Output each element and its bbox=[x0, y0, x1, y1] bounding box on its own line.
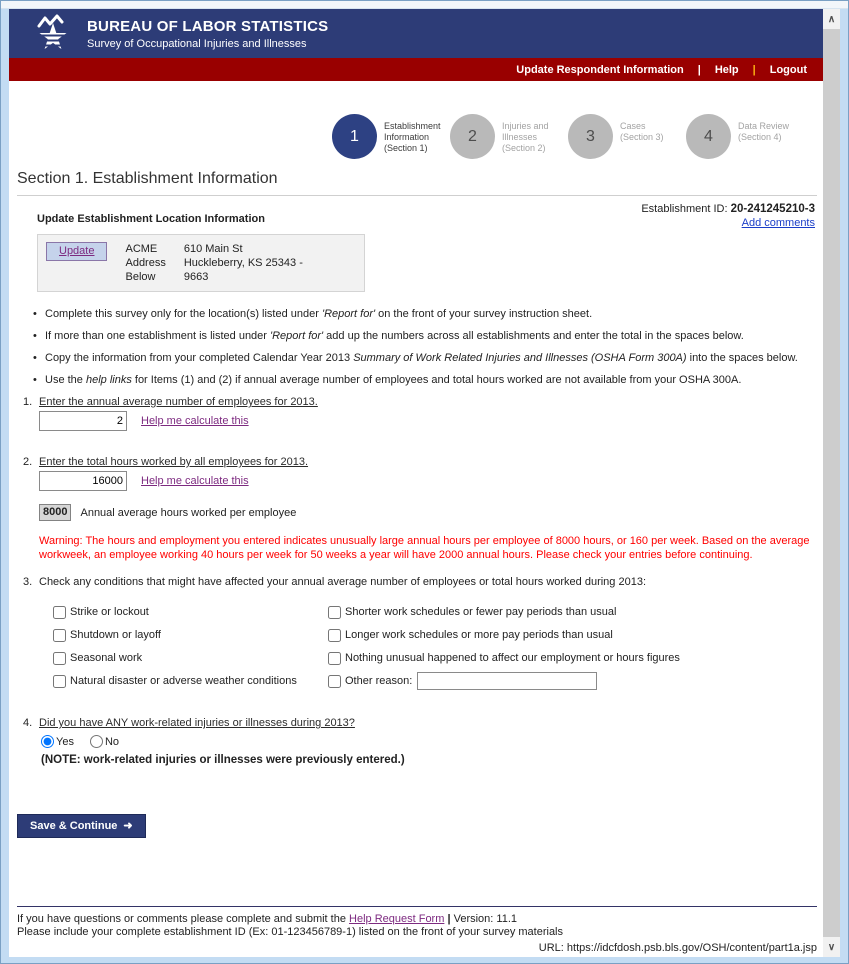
help-link[interactable]: Help bbox=[714, 63, 739, 76]
update-address-button[interactable]: Update bbox=[46, 242, 107, 261]
condition-row bbox=[53, 624, 328, 646]
window-top-frame bbox=[1, 1, 848, 9]
step-4-data-review[interactable] bbox=[686, 114, 804, 159]
average-hours-label: Annual average hours worked per employee bbox=[80, 506, 297, 519]
chevron-up-icon: ∧ bbox=[827, 13, 836, 25]
footer-help-line: If you have questions or comments please complete and submit the Help Request Form | Version: 11.1 bbox=[17, 913, 517, 925]
shutdown-layoff-checkbox[interactable] bbox=[53, 629, 66, 642]
header-text-block bbox=[87, 18, 328, 50]
condition-row bbox=[53, 670, 328, 692]
no-radio-label: No bbox=[104, 735, 120, 748]
total-hours-input[interactable] bbox=[39, 471, 127, 491]
nothing-unusual-label: Nothing unusual happened to affect our employment or hours figures bbox=[345, 652, 680, 664]
yes-radio-label: Yes bbox=[56, 735, 74, 748]
instruction-item: • Use the help links for Items (1) and (2) if annual average number of employees and total hours worked are not available from your OSHA 300A. bbox=[33, 374, 825, 386]
location-table bbox=[37, 234, 365, 292]
establishment-header-row bbox=[37, 202, 815, 230]
step-2-circle: 2 bbox=[450, 114, 495, 159]
conditions-right-column bbox=[328, 601, 680, 693]
q2-help-calculate-link[interactable]: Help me calculate this bbox=[141, 475, 249, 487]
condition-row bbox=[53, 601, 328, 623]
condition-row bbox=[328, 601, 680, 623]
establishment-id-value: 20-241245210-3 bbox=[730, 203, 815, 215]
chevron-down-icon: ∨ bbox=[827, 941, 836, 953]
add-comments-link[interactable]: Add comments bbox=[741, 217, 815, 229]
establishment-id-block bbox=[641, 202, 815, 230]
arrow-right-icon: ➜ bbox=[123, 820, 133, 832]
page-footer bbox=[17, 906, 817, 955]
condition-row bbox=[328, 624, 680, 646]
version-text: Version: 11.1 bbox=[453, 913, 517, 925]
establishment-address-column: 610 Main St Huckleberry, KS 25343 - 9663 bbox=[183, 243, 303, 283]
injuries-yes-radio[interactable] bbox=[41, 735, 54, 748]
conditions-left-column bbox=[53, 601, 328, 693]
shorter-schedules-checkbox[interactable] bbox=[328, 606, 341, 619]
step-3-circle: 3 bbox=[568, 114, 613, 159]
annual-employees-input[interactable] bbox=[39, 411, 127, 431]
condition-row bbox=[53, 647, 328, 669]
logout-link[interactable]: Logout bbox=[769, 63, 807, 76]
step-1-establishment[interactable] bbox=[332, 114, 450, 159]
page-content bbox=[9, 9, 825, 957]
average-hours-value: 8000 bbox=[39, 504, 71, 521]
question-2-label-link[interactable]: Enter the total hours worked by all employees for 2013. bbox=[39, 456, 309, 468]
q4-radio-group bbox=[41, 735, 825, 748]
other-reason-checkbox[interactable] bbox=[328, 675, 341, 688]
update-respondent-info-link[interactable]: Update Respondent Information bbox=[516, 63, 684, 76]
scroll-up-button[interactable] bbox=[823, 9, 840, 29]
app-title: BUREAU OF LABOR STATISTICS bbox=[87, 17, 329, 35]
step-4-label: Data Review (Section 4) bbox=[738, 121, 790, 142]
help-request-form-link[interactable]: Help Request Form bbox=[349, 913, 445, 925]
question-2-number: 2. bbox=[23, 456, 33, 468]
longer-schedules-checkbox[interactable] bbox=[328, 629, 341, 642]
step-3-label: Cases (Section 3) bbox=[620, 121, 664, 142]
condition-row bbox=[328, 647, 680, 669]
other-reason-label: Other reason: bbox=[345, 675, 413, 687]
instructions-list bbox=[33, 308, 825, 386]
step-2-label: Injuries and Illnesses (Section 2) bbox=[502, 121, 549, 153]
app-header bbox=[9, 9, 825, 58]
nav-separator: | bbox=[752, 63, 756, 76]
question-3 bbox=[23, 576, 825, 693]
question-4-label-link[interactable]: Did you have ANY work-related injuries or illnesses during 2013? bbox=[39, 717, 355, 729]
step-4-circle: 4 bbox=[686, 114, 731, 159]
footer-separator: | bbox=[447, 913, 451, 925]
footer-id-line: Please include your complete establishment ID (Ex: 01-123456789-1) listed on the front of your survey materials bbox=[17, 926, 564, 938]
app-subtitle: Survey of Occupational Injuries and Illnesses bbox=[87, 37, 307, 50]
q1-help-calculate-link[interactable]: Help me calculate this bbox=[141, 415, 249, 427]
bls-star-logo-icon bbox=[31, 14, 75, 54]
instruction-item: • Copy the information from your completed Calendar Year 2013 Summary of Work Related Injuries and Illnesses (OSHA Form 300A) into the spaces below. bbox=[33, 352, 825, 364]
step-1-circle: 1 bbox=[332, 114, 377, 159]
establishment-id: Establishment ID: 20-241245210-3 bbox=[641, 203, 815, 215]
conditions-checkbox-grid bbox=[53, 601, 825, 693]
question-2 bbox=[23, 456, 825, 491]
page-title: Section 1. Establishment Information bbox=[17, 170, 817, 196]
other-reason-input[interactable] bbox=[417, 672, 597, 690]
condition-row bbox=[328, 670, 680, 692]
vertical-scrollbar[interactable] bbox=[823, 9, 840, 957]
shorter-schedules-label: Shorter work schedules or fewer pay periods than usual bbox=[345, 606, 617, 618]
injuries-no-radio[interactable] bbox=[90, 735, 103, 748]
nav-separator: | bbox=[697, 63, 701, 76]
step-1-label: Establishment Information (Section 1) bbox=[384, 121, 441, 153]
seasonal-work-checkbox[interactable] bbox=[53, 652, 66, 665]
step-2-injuries[interactable] bbox=[450, 114, 568, 159]
shutdown-layoff-label: Shutdown or layoff bbox=[70, 629, 161, 641]
strike-lockout-label: Strike or lockout bbox=[70, 606, 149, 618]
question-1-number: 1. bbox=[23, 396, 33, 408]
longer-schedules-label: Longer work schedules or more pay periods than usual bbox=[345, 629, 613, 641]
instruction-item: • Complete this survey only for the location(s) listed under 'Report for' on the front of your survey instruction sheet. bbox=[33, 308, 825, 320]
question-3-number: 3. bbox=[23, 576, 33, 588]
question-3-label: Check any conditions that might have affected your annual average number of employees or total hours worked during 2013: bbox=[39, 576, 646, 588]
seasonal-work-label: Seasonal work bbox=[70, 652, 143, 664]
previously-entered-note: (NOTE: work-related injuries or illnesses were previously entered.) bbox=[41, 754, 405, 766]
question-4 bbox=[23, 717, 825, 766]
establishment-name-column: ACME Address Below bbox=[125, 243, 166, 283]
location-info-heading: Update Establishment Location Information bbox=[37, 213, 265, 225]
hours-warning-message: Warning: The hours and employment you entered indicates unusually large annual hours per employee of 8000 hours, or 160 per week. Based on the average workweek, an employee working 40 hours per week for 50 weeks a year will have 2000 annual hours. Please check your entries before continuing. bbox=[39, 535, 810, 561]
natural-disaster-checkbox[interactable] bbox=[53, 675, 66, 688]
strike-lockout-checkbox[interactable] bbox=[53, 606, 66, 619]
natural-disaster-label: Natural disaster or adverse weather conditions bbox=[70, 675, 297, 687]
top-nav-bar bbox=[9, 58, 825, 81]
scroll-down-button[interactable] bbox=[823, 937, 840, 957]
footer-url: URL: https://idcfdosh.psb.bls.gov/OSH/content/part1a.jsp bbox=[538, 942, 817, 954]
step-3-cases[interactable] bbox=[568, 114, 686, 159]
question-1-label-link[interactable]: Enter the annual average number of employees for 2013. bbox=[39, 396, 318, 408]
nothing-unusual-checkbox[interactable] bbox=[328, 652, 341, 665]
average-hours-row bbox=[39, 504, 825, 521]
instruction-item: • If more than one establishment is listed under 'Report for' add up the numbers across all establishments and enter the total in the spaces below. bbox=[33, 330, 825, 342]
question-4-number: 4. bbox=[23, 717, 33, 729]
progress-steps bbox=[332, 114, 825, 159]
save-continue-button[interactable]: Save & Continue ➜ bbox=[17, 814, 146, 838]
question-1 bbox=[23, 396, 825, 431]
scrollbar-thumb[interactable] bbox=[823, 29, 840, 937]
